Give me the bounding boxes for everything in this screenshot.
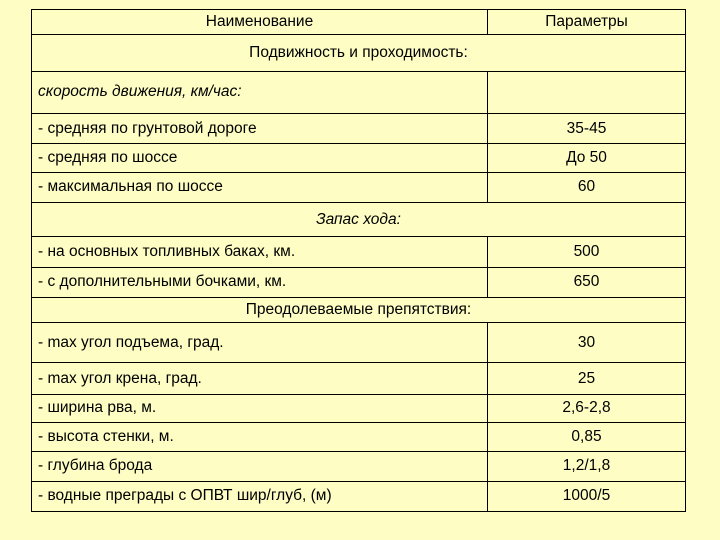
table-row	[32, 144, 686, 172]
row-value: 2,6-2,8	[488, 394, 686, 422]
table-row	[32, 323, 686, 363]
row-value: 60	[488, 172, 686, 202]
row-label: - водные преграды с ОПВТ шир/глуб, (м)	[32, 481, 488, 511]
row-value: До 50	[488, 144, 686, 172]
table-row	[32, 237, 686, 267]
row-value: 500	[488, 237, 686, 267]
row-label: - ширина рва, м.	[32, 394, 488, 422]
row-value: 25	[488, 363, 686, 394]
table-row	[32, 172, 686, 202]
table-row	[32, 267, 686, 297]
row-label: - max угол крена, град.	[32, 363, 488, 394]
row-value: 0,85	[488, 423, 686, 452]
row-value: 1000/5	[488, 481, 686, 511]
row-label: - на основных топливных баках, км.	[32, 237, 488, 267]
table-row	[32, 452, 686, 481]
row-value: 30	[488, 323, 686, 363]
table-row	[32, 394, 686, 422]
section-title-row	[32, 297, 686, 322]
header-row	[32, 10, 686, 35]
row-label: - max угол подъема, град.	[32, 323, 488, 363]
header-name: Наименование	[32, 10, 488, 35]
row-value: 1,2/1,8	[488, 452, 686, 481]
row-label: - глубина брода	[32, 452, 488, 481]
row-value: 35-45	[488, 114, 686, 144]
row-value: 650	[488, 267, 686, 297]
section-title-row	[32, 35, 686, 71]
section-title-row	[32, 202, 686, 236]
empty-cell	[488, 71, 686, 113]
section-title-obstacles: Преодолеваемые препятствия:	[32, 297, 686, 322]
table-row	[32, 481, 686, 511]
header-params: Параметры	[488, 10, 686, 35]
table-row	[32, 363, 686, 394]
section-title-mobility: Подвижность и проходимость:	[32, 35, 686, 71]
row-label: - максимальная по шоссе	[32, 172, 488, 202]
row-label: - с дополнительными бочками, км.	[32, 267, 488, 297]
section-title-range: Запас хода:	[32, 202, 686, 236]
specs-table	[31, 9, 686, 512]
table-row	[32, 423, 686, 452]
subtitle-row	[32, 71, 686, 113]
section-subtitle-speed: скорость движения, км/час:	[32, 71, 488, 113]
row-label: - средняя по грунтовой дороге	[32, 114, 488, 144]
table-row	[32, 114, 686, 144]
row-label: - средняя по шоссе	[32, 144, 488, 172]
row-label: - высота стенки, м.	[32, 423, 488, 452]
